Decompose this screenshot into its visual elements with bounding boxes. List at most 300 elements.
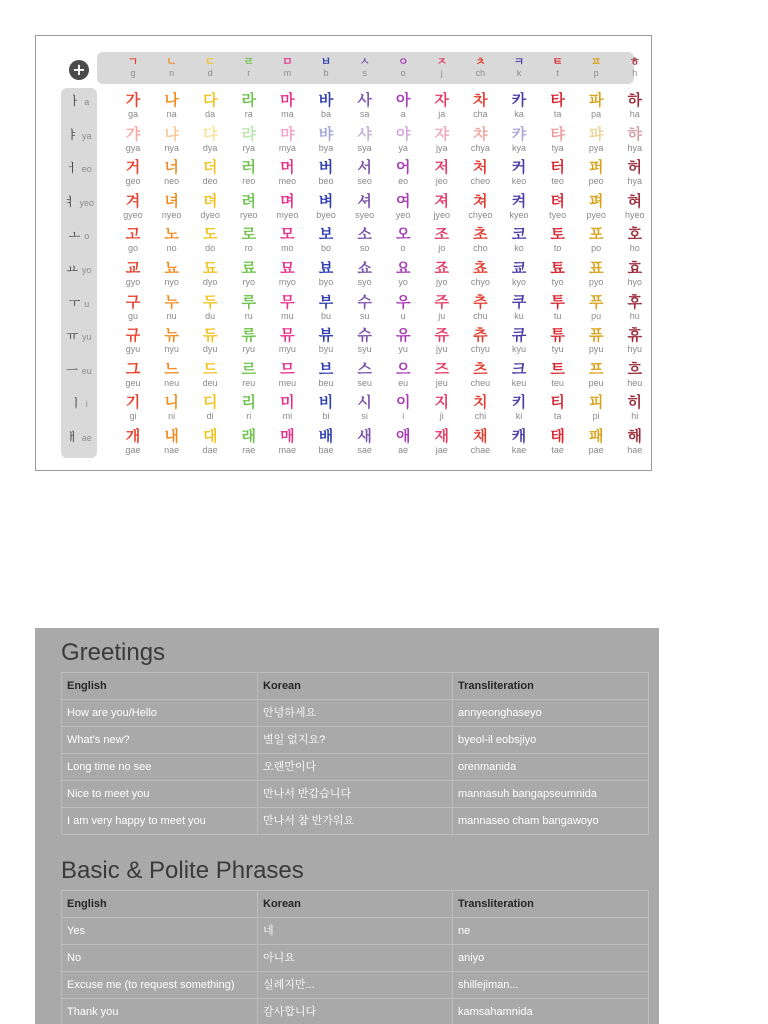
column-header-korean: Korean (258, 673, 453, 700)
consonant-jamo: ㅂ (320, 55, 332, 68)
syllable: 바 (318, 91, 334, 109)
plus-icon[interactable]: + (69, 60, 89, 80)
syllable: 리 (241, 393, 257, 412)
syllable-cell (154, 428, 190, 455)
syllable: 댜 (202, 124, 218, 143)
syllable: 해 (627, 427, 643, 445)
syllable-romanization: nyo (164, 277, 179, 287)
syllable: 랴 (241, 124, 257, 143)
vowel-romanization: ae (81, 433, 92, 443)
syllable: 교 (125, 259, 141, 277)
syllable: 코 (511, 225, 527, 244)
syllable-romanization: ta (553, 411, 562, 422)
vowel-romanization: yu (81, 332, 92, 343)
syllable-romanization: jyu (436, 344, 448, 355)
consonant-jamo: ㅊ (475, 55, 486, 68)
consonant-header (118, 55, 148, 79)
syllable-romanization: teu (551, 377, 564, 388)
syllable-cell (617, 428, 653, 455)
syllable: 초 (473, 225, 488, 244)
table-row (62, 781, 649, 808)
syllable-romanization: bya (318, 142, 334, 153)
syllable: 야 (395, 124, 411, 143)
syllable-romanization: hya (627, 176, 643, 187)
syllable-cell (308, 361, 344, 388)
vowel-header (61, 160, 97, 176)
syllable-romanization: yu (398, 344, 408, 355)
consonant-romanization: s (362, 68, 367, 78)
syllable: 소 (357, 225, 372, 244)
syllable-romanization: kyu (511, 344, 526, 355)
syllable-romanization: gyo (125, 277, 141, 287)
syllable-cell (385, 193, 421, 220)
vowel-romanization: eu (81, 365, 92, 376)
syllable: 요 (395, 259, 411, 277)
syllable-romanization: cheo (470, 176, 491, 187)
syllable-romanization: jeo (435, 176, 448, 187)
syllable-cell (154, 394, 190, 421)
syllable: 뉴 (164, 326, 179, 345)
consonant-header (427, 55, 457, 79)
syllable-romanization: u (400, 310, 406, 321)
syllable-cell (578, 394, 614, 421)
vowel-jamo: ㅏ (68, 94, 81, 108)
syllable-cell (501, 260, 537, 287)
column-header-english: English (62, 673, 258, 700)
syllable-romanization: hae (627, 445, 643, 455)
syllable-cell (462, 226, 498, 253)
syllable-cell (540, 394, 576, 421)
syllable-cell (308, 394, 344, 421)
syllable: 푸 (588, 292, 604, 311)
syllable-romanization: sa (359, 109, 370, 119)
syllable-cell (154, 126, 190, 153)
syllable-romanization: ae (398, 445, 409, 455)
syllable-cell (347, 394, 383, 421)
syllable: 애 (395, 427, 411, 445)
syllable-romanization: so (359, 243, 370, 254)
transliteration-cell: kamsahamnida (453, 999, 649, 1024)
syllable: 휴 (627, 326, 643, 345)
syllable-romanization: neo (164, 176, 180, 187)
syllable-cell (462, 159, 498, 186)
consonant-romanization: k (516, 68, 522, 78)
syllable-cell (501, 193, 537, 220)
korean-cell: 만나서 반갑습니다 (258, 781, 453, 808)
syllable-romanization: meo (278, 176, 297, 187)
syllable-romanization: ha (629, 109, 640, 119)
consonant-romanization: g (130, 68, 136, 78)
transliteration-cell: mannaseo cham bangawoyo (453, 808, 649, 835)
syllable: 탸 (550, 124, 565, 143)
consonant-jamo: ㅍ (590, 55, 602, 68)
syllable-cell (385, 226, 421, 253)
syllable: 저 (434, 158, 450, 177)
syllable-cell (347, 361, 383, 388)
vowel-romanization: o (84, 231, 90, 242)
syllable-cell (540, 260, 576, 287)
syllable: 쳐 (473, 191, 488, 210)
syllable-cell (192, 126, 228, 153)
syllable-cell (578, 126, 614, 153)
syllable-romanization: ta (553, 109, 562, 119)
syllable-romanization: bi (322, 411, 330, 422)
vowel-jamo: ㅗ (68, 228, 81, 243)
syllable: 갸 (125, 124, 141, 143)
syllable-cell (578, 193, 614, 220)
syllable-romanization: pyo (588, 277, 604, 287)
syllable-cell (154, 92, 190, 119)
consonant-header (272, 55, 302, 79)
syllable-romanization: deu (202, 377, 218, 388)
syllable-cell (269, 428, 305, 455)
english-cell: Yes (62, 918, 258, 945)
syllable-cell (269, 159, 305, 186)
syllable-romanization: ma (281, 109, 294, 119)
syllable: 즈 (434, 359, 450, 378)
syllable-romanization: mu (281, 310, 294, 321)
syllable-cell (115, 159, 151, 186)
syllable: 래 (241, 427, 257, 445)
syllable: 허 (627, 158, 643, 177)
syllable-cell (462, 428, 498, 455)
syllable-cell (154, 294, 190, 321)
syllable-romanization: hyu (627, 344, 643, 355)
syllable-romanization: ki (515, 411, 523, 422)
syllable-cell (192, 394, 228, 421)
syllable-cell (115, 294, 151, 321)
transliteration-cell: mannasuh bangapseumnida (453, 781, 649, 808)
vowel-jamo: ㅡ (66, 362, 78, 377)
syllable-romanization: myu (278, 344, 296, 355)
consonant-header (234, 55, 264, 79)
syllable-cell (231, 361, 267, 388)
table-row (62, 754, 649, 781)
syllable: 트 (550, 359, 565, 378)
english-cell: Thank you (62, 999, 258, 1024)
syllable: 사 (357, 91, 372, 109)
syllable-romanization: nu (166, 310, 177, 321)
syllable: 매 (280, 427, 295, 445)
syllable: 러 (241, 158, 257, 177)
syllable-cell (501, 159, 537, 186)
syllable-cell (424, 327, 460, 354)
syllable-cell (231, 193, 267, 220)
syllable-cell (115, 361, 151, 388)
syllable-romanization: reu (242, 377, 256, 388)
syllable-cell (269, 260, 305, 287)
syllable-cell (269, 294, 305, 321)
syllable: 파 (588, 91, 604, 109)
syllable: 새 (357, 427, 372, 445)
syllable-cell (540, 193, 576, 220)
vowel-romanization: i (85, 399, 88, 410)
syllable-romanization: hyeo (625, 209, 645, 220)
syllable-romanization: gu (127, 310, 138, 321)
table-row (62, 808, 649, 835)
syllable: 죠 (434, 259, 450, 277)
syllable-romanization: rae (242, 445, 256, 455)
syllable: 쟈 (434, 124, 450, 143)
syllable: 노 (164, 225, 179, 244)
syllable-cell (231, 394, 267, 421)
english-cell: Nice to meet you (62, 781, 258, 808)
syllable: 녀 (164, 191, 179, 210)
syllable: 히 (627, 393, 643, 412)
syllable-romanization: tu (553, 310, 562, 321)
syllable-cell (115, 92, 151, 119)
syllable-romanization: beo (318, 176, 334, 187)
syllable: 퓨 (588, 326, 604, 345)
syllable: 그 (125, 359, 141, 378)
vowel-romanization: a (84, 97, 90, 107)
syllable-romanization: tya (551, 142, 564, 153)
syllable-cell (424, 92, 460, 119)
consonant-romanization: d (207, 68, 213, 78)
consonant-header (195, 55, 225, 79)
syllable-romanization: kyo (511, 277, 526, 287)
syllable: 투 (550, 292, 565, 311)
syllable-romanization: pu (591, 310, 602, 321)
syllable-cell (501, 126, 537, 153)
syllable-romanization: tyu (551, 344, 564, 355)
syllable-cell (540, 92, 576, 119)
hangul-chart (35, 35, 652, 471)
syllable-romanization: kya (511, 142, 526, 153)
consonant-header (350, 55, 380, 79)
syllable-romanization: dyeo (200, 209, 220, 220)
syllable-romanization: ro (244, 243, 253, 254)
syllable: 보 (318, 225, 334, 244)
basic-phrases-title: Basic & Polite Phrases (61, 857, 304, 884)
syllable: 뎌 (202, 191, 218, 210)
syllable: 나 (164, 91, 179, 109)
syllable-romanization: peu (588, 377, 604, 388)
syllable-romanization: neu (164, 377, 180, 388)
syllable: 겨 (125, 191, 141, 210)
syllable-romanization: da (205, 109, 216, 119)
korean-cell: 만나서 참 반가워요 (258, 808, 453, 835)
syllable-romanization: syu (357, 344, 372, 355)
syllable-romanization: jeu (435, 377, 448, 388)
syllable-romanization: heu (627, 377, 643, 388)
syllable-cell (192, 159, 228, 186)
syllable-romanization: gyeo (123, 209, 143, 220)
syllable-cell (385, 294, 421, 321)
syllable: 수 (357, 292, 372, 311)
syllable: 모 (280, 225, 295, 244)
consonant-jamo: ㅁ (282, 55, 293, 68)
consonant-romanization: o (400, 68, 406, 78)
syllable: 쿠 (511, 292, 527, 311)
syllable-romanization: byu (318, 344, 334, 355)
phrase-panel (35, 628, 659, 1024)
syllable-romanization: cho (473, 243, 488, 254)
syllable-romanization: ryo (242, 277, 256, 287)
syllable-cell (154, 361, 190, 388)
syllable: 치 (473, 393, 488, 412)
syllable-cell (308, 92, 344, 119)
syllable-romanization: sya (357, 142, 372, 153)
syllable: 츠 (473, 359, 488, 378)
syllable-romanization: du (205, 310, 216, 321)
syllable-cell (269, 92, 305, 119)
syllable-cell (231, 294, 267, 321)
consonant-header (543, 55, 573, 79)
syllable-romanization: nyeo (161, 209, 182, 220)
syllable-romanization: byeo (316, 209, 336, 220)
consonant-romanization: t (556, 68, 559, 78)
english-cell: I am very happy to meet you (62, 808, 258, 835)
syllable-cell (192, 428, 228, 455)
consonant-romanization: p (593, 68, 599, 78)
syllable: 부 (318, 292, 334, 311)
syllable-cell (231, 428, 267, 455)
korean-cell: 별일 없지요? (258, 727, 453, 754)
syllable-romanization: dya (202, 142, 218, 153)
syllable-romanization: hu (629, 310, 640, 321)
syllable-romanization: syeo (355, 209, 375, 220)
consonant-header (581, 55, 611, 79)
syllable-romanization: pya (588, 142, 604, 153)
syllable-romanization: nya (164, 142, 179, 153)
syllable-romanization: eu (398, 377, 409, 388)
syllable: 뷰 (318, 326, 334, 345)
consonant-header (311, 55, 341, 79)
syllable: 큐 (511, 326, 527, 345)
syllable: 며 (280, 191, 295, 210)
syllable: 토 (550, 225, 565, 244)
syllable-cell (347, 159, 383, 186)
syllable: 툐 (550, 259, 565, 277)
vowel-romanization: ya (81, 130, 92, 141)
vowel-header (61, 93, 97, 109)
vowel-jamo: ㅜ (68, 295, 81, 310)
syllable: 챠 (473, 124, 488, 143)
syllable-cell (540, 327, 576, 354)
syllable: 캬 (511, 124, 527, 143)
korean-cell: 오랜만이다 (258, 754, 453, 781)
syllable-cell (192, 260, 228, 287)
vowel-header (61, 362, 97, 378)
transliteration-cell: annyeonghaseyo (453, 700, 649, 727)
syllable-cell (385, 361, 421, 388)
syllable-cell (501, 92, 537, 119)
syllable: 퍼 (588, 158, 604, 177)
syllable: 거 (125, 158, 141, 177)
consonant-jamo: ㄷ (204, 55, 216, 68)
syllable-cell (231, 260, 267, 287)
syllable: 규 (125, 326, 141, 345)
syllable-romanization: hya (627, 142, 643, 153)
syllable: 누 (164, 292, 179, 311)
syllable-romanization: ku (514, 310, 524, 321)
column-header-korean: Korean (258, 891, 453, 918)
syllable-cell (269, 361, 305, 388)
syllable-cell (617, 226, 653, 253)
syllable-romanization: gi (129, 411, 137, 422)
syllable: 듀 (202, 326, 218, 345)
column-header-transliteration: Transliteration (453, 891, 649, 918)
syllable-romanization: si (361, 411, 368, 422)
syllable: 하 (627, 91, 643, 109)
syllable-romanization: mae (278, 445, 297, 455)
vowel-header (61, 429, 97, 445)
syllable-cell (462, 193, 498, 220)
syllable-cell (617, 193, 653, 220)
syllable-cell (501, 361, 537, 388)
syllable: 텨 (550, 191, 565, 210)
syllable-cell (385, 428, 421, 455)
table-row (62, 972, 649, 999)
syllable-cell (192, 361, 228, 388)
syllable-cell (385, 394, 421, 421)
vowel-header (61, 395, 97, 411)
syllable: 호 (627, 225, 643, 244)
vowel-header (61, 261, 97, 277)
syllable-cell (424, 294, 460, 321)
syllable-romanization: ryu (242, 344, 256, 355)
syllable-cell (192, 193, 228, 220)
syllable-romanization: pyeo (586, 209, 606, 220)
syllable-romanization: eo (398, 176, 409, 187)
syllable: 느 (164, 359, 179, 378)
syllable: 가 (125, 91, 141, 109)
syllable: 브 (318, 359, 334, 378)
syllable-romanization: jyo (436, 277, 448, 287)
syllable: 유 (395, 326, 411, 345)
syllable-cell (578, 294, 614, 321)
consonant-jamo: ㅎ (629, 55, 641, 68)
syllable-cell (578, 361, 614, 388)
syllable-cell (617, 361, 653, 388)
transliteration-cell: orenmanida (453, 754, 649, 781)
syllable: 쥬 (434, 326, 450, 345)
syllable: 키 (511, 393, 527, 412)
syllable: 피 (588, 393, 604, 412)
syllable-romanization: ko (514, 243, 524, 254)
syllable-romanization: syo (357, 277, 372, 287)
korean-cell: 안녕하세요 (258, 700, 453, 727)
syllable-romanization: jae (435, 445, 448, 455)
syllable-cell (424, 394, 460, 421)
syllable-cell (578, 428, 614, 455)
syllable: 아 (395, 91, 411, 109)
syllable-cell (385, 92, 421, 119)
syllable-romanization: ba (320, 109, 331, 119)
syllable-romanization: dyu (202, 344, 218, 355)
syllable-romanization: dyo (202, 277, 218, 287)
korean-cell: 아니요 (258, 945, 453, 972)
syllable-cell (308, 327, 344, 354)
syllable: 됴 (202, 259, 218, 277)
syllable: 묘 (280, 259, 295, 277)
syllable-romanization: reo (242, 176, 256, 187)
syllable-romanization: to (553, 243, 562, 254)
syllable-cell (617, 159, 653, 186)
syllable: 대 (202, 427, 218, 445)
syllable: 주 (434, 292, 450, 311)
syllable: 벼 (318, 191, 334, 210)
syllable-romanization: myeo (276, 209, 299, 220)
syllable: 조 (434, 225, 450, 244)
syllable: 으 (395, 359, 411, 378)
syllable-cell (462, 361, 498, 388)
syllable-romanization: sae (357, 445, 372, 455)
english-cell: How are you/Hello (62, 700, 258, 727)
greetings-table (61, 672, 649, 835)
syllable-romanization: ri (246, 411, 252, 422)
